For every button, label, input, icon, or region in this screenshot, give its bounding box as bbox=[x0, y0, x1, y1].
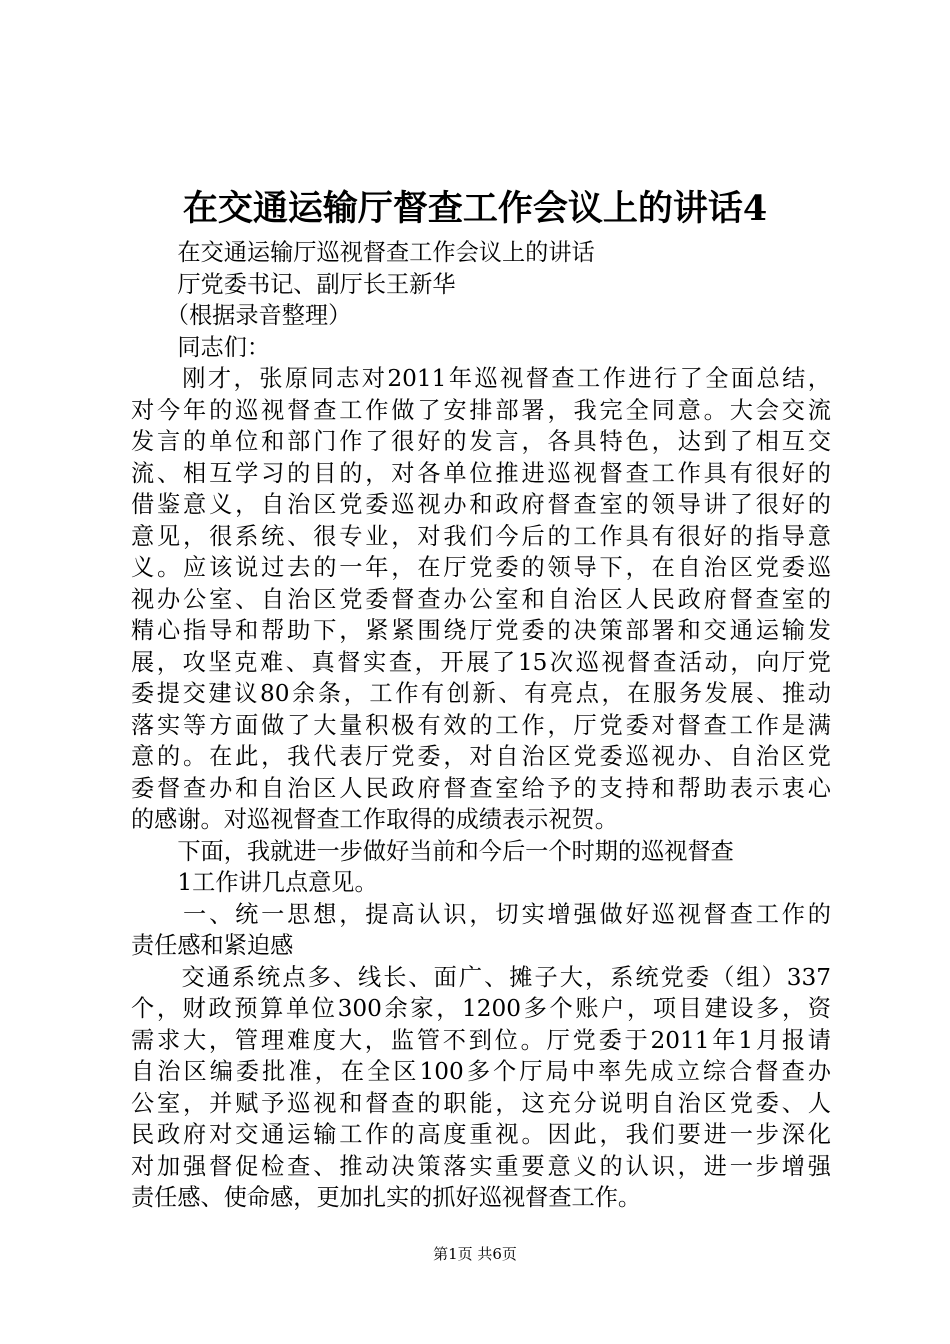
body-line: 在交通运输厅巡视督查工作会议上的讲话 bbox=[131, 239, 595, 266]
body-line: 视办公室、自治区党委督查办公室和自治区人民政府督查室的 bbox=[131, 585, 831, 613]
body-line: 的感谢。对巡视督查工作取得的成绩表示祝贺。 bbox=[131, 806, 618, 833]
page-number-footer: 第1页 共6页 bbox=[433, 1245, 517, 1263]
body-line: 委督查办和自治区人民政府督查室给予的支持和帮助表示衷心 bbox=[131, 774, 831, 802]
body-line: 流、相互学习的目的，对各单位推进巡视督查工作具有很好的 bbox=[131, 459, 831, 487]
body-line: 民政府对交通运输工作的高度重视。因此，我们要进一步深化 bbox=[131, 1121, 831, 1148]
body-line: 对加强督促检查、推动决策落实重要意义的认识，进一步增强 bbox=[131, 1152, 831, 1180]
body-line: 厅党委书记、副厅长王新华 bbox=[131, 270, 456, 298]
body-line: 需求大，管理难度大，监管不到位。厅党委于2011年1月报请 bbox=[131, 1026, 831, 1054]
body-line: 责任感、使命感，更加扎实的抓好巡视督查工作。 bbox=[131, 1184, 642, 1211]
document-body bbox=[131, 237, 831, 1214]
body-line: 1工作讲几点意见。 bbox=[131, 869, 378, 896]
body-line: 下面，我就进一步做好当前和今后一个时期的巡视督查 bbox=[131, 837, 734, 865]
body-line: 落实等方面做了大量积极有效的工作，厅党委对督查工作是满 bbox=[131, 711, 831, 739]
body-line: （根据录音整理） bbox=[131, 302, 352, 329]
body-line: 意的。在此，我代表厅党委，对自治区党委巡视办、自治区党 bbox=[131, 743, 831, 770]
body-line: 同志们： bbox=[131, 333, 271, 361]
body-line: 借鉴意义，自治区党委巡视办和政府督查室的领导讲了很好的 bbox=[131, 491, 831, 518]
body-line: 委提交建议80余条，工作有创新、有亮点，在服务发展、推动 bbox=[131, 680, 831, 707]
body-line: 公室，并赋予巡视和督查的职能，这充分说明自治区党委、人 bbox=[131, 1089, 831, 1117]
body-line: 精心指导和帮助下，紧紧围绕厅党委的决策部署和交通运输发 bbox=[131, 617, 831, 644]
body-line: 个，财政预算单位300余家，1200多个账户，项目建设多，资 bbox=[131, 995, 831, 1022]
body-line: 义。应该说过去的一年，在厅党委的领导下，在自治区党委巡 bbox=[131, 554, 831, 581]
body-line: 对今年的巡视督查工作做了安排部署，我完全同意。大会交流 bbox=[131, 396, 831, 424]
body-line: 发言的单位和部门作了很好的发言，各具特色，达到了相互交 bbox=[131, 428, 831, 455]
body-line: 展，攻坚克难、真督实查，开展了15次巡视督查活动，向厅党 bbox=[131, 648, 831, 676]
body-line: 交通系统点多、线长、面广、摊子大，系统党委（组）337 bbox=[131, 963, 831, 991]
document-title: 在交通运输厅督查工作会议上的讲话4 bbox=[182, 188, 768, 229]
body-line: 意见，很系统、很专业，对我们今后的工作具有很好的指导意 bbox=[131, 522, 831, 550]
body-line: 刚才，张原同志对2011年巡视督查工作进行了全面总结， bbox=[131, 365, 831, 392]
body-line: 责任感和紧迫感 bbox=[131, 932, 294, 959]
body-line: 自治区编委批准，在全区100多个厅局中率先成立综合督查办 bbox=[131, 1058, 831, 1085]
body-line: 一、统一思想，提高认识，切实增强做好巡视督查工作的 bbox=[131, 900, 831, 928]
